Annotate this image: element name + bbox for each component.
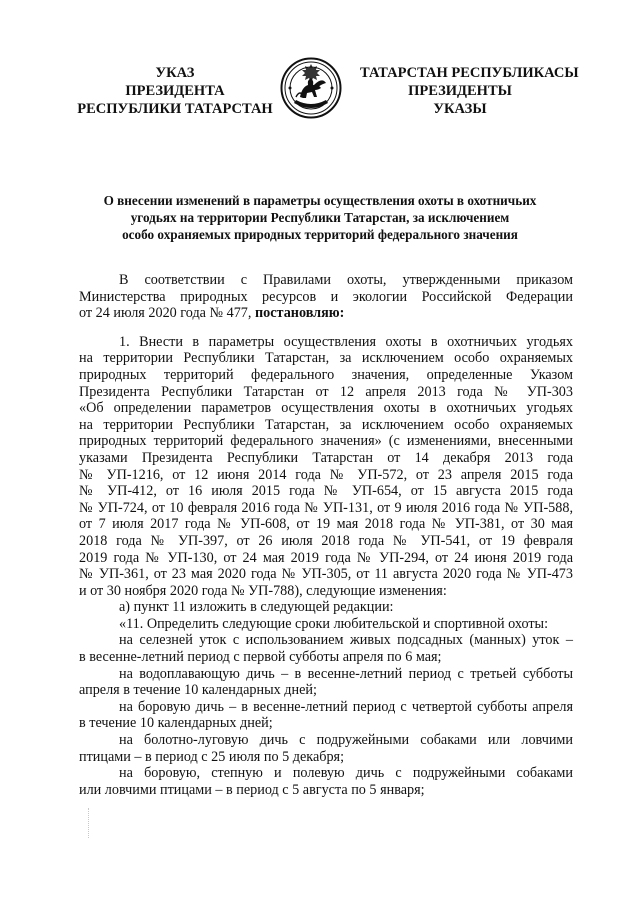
title-line: О внесении изменений в параметры осуществления охоты в охотничьих: [103, 193, 537, 208]
header-left-line: ПРЕЗИДЕНТА: [125, 83, 225, 99]
title-line: особо охраняемых природных территорий федерального значения: [122, 227, 518, 242]
header-left-block: [75, 64, 275, 118]
text-line: на селезней уток с использованием живых подсадных (манных) уток –: [119, 632, 573, 649]
text-line: или ловчими птицами – в период с 5 августа по 5 января;: [79, 781, 425, 798]
text-line: 2019 года № УП-130, от 24 мая 2019 года № УП-294, от 24 июня 2019 года: [79, 549, 573, 566]
header-left-line: РЕСПУБЛИКИ ТАТАРСТАН: [77, 101, 273, 117]
text-line: Президента Республики Татарстан от 12 апреля 2013 года № УП-303: [79, 383, 573, 400]
text-line: 1. Внести в параметры осуществления охоты в охотничьих угодьях: [119, 333, 573, 350]
text-line: № УП-412, от 16 июля 2015 года № УП-654, от 15 августа 2015 года: [79, 483, 573, 500]
scan-margin-mark: [88, 808, 91, 838]
header-right-line: ТАТАРСТАН РЕСПУБЛИКАСЫ: [360, 65, 579, 81]
marsh-game-paragraph: [79, 732, 573, 765]
title-line: угодьях на территории Республики Татарстан, за исключением: [130, 210, 510, 225]
text-line: птицами – в период с 25 июля по 5 декабря;: [79, 748, 345, 765]
text-line: на болотно-луговую дичь с подружейными собаками или ловчими: [119, 732, 573, 749]
ducks-paragraph: [79, 632, 573, 665]
waterfowl-paragraph: [79, 666, 573, 699]
item-a-line: а) пункт 11 изложить в следующей редакции:: [119, 599, 394, 616]
header-right-block: [360, 64, 579, 118]
text-line: указами Президента Республики Татарстан от 14 декабря 2013 года: [79, 449, 573, 466]
text-line: Министерства природных ресурсов и экологии Российской Федерации: [79, 288, 573, 305]
header-left-line: УКАЗ: [155, 65, 195, 81]
text-line: «Об определении параметров осуществления охоты в охотничьих угодьях: [79, 400, 573, 417]
text-line: [79, 305, 573, 322]
text-line: апреля в течение 10 календарных дней;: [79, 682, 317, 699]
resolve-word: постановляю:: [254, 305, 345, 322]
text-line: в течение 10 календарных дней;: [79, 715, 273, 732]
text-line: на водоплавающую дичь – в весенне-летний период с третьей субботы: [119, 665, 573, 682]
section-1-paragraph: [79, 334, 573, 600]
text-line: в весенне-летний период с первой субботы апреля по 6 мая;: [79, 649, 442, 666]
text-line: природных территорий федерального значения» (с изменениями, внесенными: [79, 433, 573, 450]
text-line: природных территорий федерального значения, определенные Указом: [79, 366, 573, 383]
text-line: на боровую, степную и полевую дичь с подружейными собаками: [119, 765, 573, 782]
text-line: № УП-724, от 10 февраля 2016 года № УП-131, от 9 июля 2016 года № УП-588,: [79, 499, 573, 516]
text-line: и от 30 ноября 2020 года № УП-788), следующие изменения:: [79, 582, 447, 599]
header-right-line: ПРЕЗИДЕНТЫ: [408, 83, 512, 99]
coat-of-arms-emblem-icon: [280, 57, 342, 119]
upland-game-paragraph: [79, 699, 573, 732]
document-title: [70, 192, 570, 243]
text-line: В соответствии с Правилами охоты, утвержденными приказом: [119, 272, 573, 288]
document-body: [79, 272, 573, 798]
text-line: 2018 года № УП-397, от 26 июля 2018 года № УП-541, от 19 февраля: [79, 532, 573, 549]
point-11-intro: «11. Определить следующие сроки любительской и спортивной охоты:: [119, 615, 549, 632]
preamble-paragraph: [79, 272, 573, 322]
text-line: на боровую дичь – в весенне-летний период с четвертой субботы апреля: [119, 698, 573, 715]
text-line: на территории Республики Татарстан, за исключением особо охраняемых: [79, 350, 573, 367]
preamble-date: от 24 июля 2020 года № 477,: [79, 305, 255, 322]
header-right-line: УКАЗЫ: [433, 101, 487, 117]
forest-field-game-paragraph: [79, 765, 573, 798]
text-line: № УП-1216, от 12 июня 2014 года № УП-572, от 23 апреля 2015 года: [79, 466, 573, 483]
text-line: № УП-361, от 23 мая 2020 года № УП-305, от 11 августа 2020 года № УП-473: [79, 566, 573, 583]
text-line: от 7 июля 2017 года № УП-608, от 19 мая 2018 года № УП-381, от 30 мая: [79, 516, 573, 533]
text-line: на территории Республики Татарстан, за исключением особо охраняемых: [79, 416, 573, 433]
paragraph-gap: [79, 322, 573, 334]
